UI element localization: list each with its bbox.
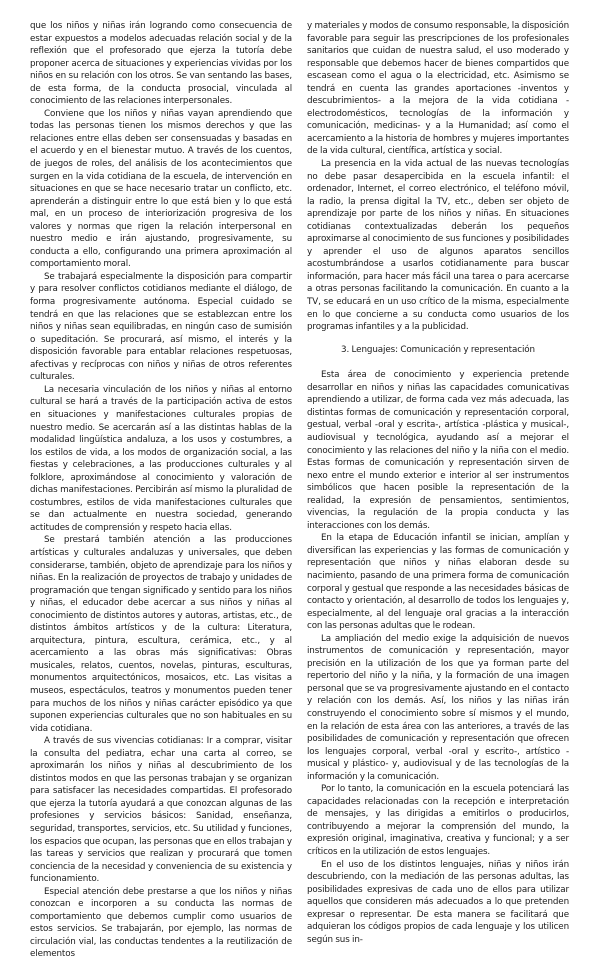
right-column	[307, 20, 569, 945]
paragraph: La ampliación del medio exige la adquisición de nuevos instrumentos de comunicación y representación, mayor precisión en la utilización de los que ya forman parte del repertorio del niño y la niña, y la formación de una imagen personal que se va progresivamente ajustando en el contacto y relación con los demás. Así, los niños y las niñas irán construyendo el conocimiento sobre sí mismos y el mundo, en la relación de esta área con las anteriores, a través de las posibilidades de comunicación y representación que ofrecen los lenguajes corporal, verbal -oral y escrito-, artístico -musical y plástico- y, audiovisual y de las tecnologías de la información y la comunicación.	[307, 633, 569, 782]
paragraph: Por lo tanto, la comunicación en la escuela potenciará las capacidades relacionadas con la recepción e interpretación de mensajes, y las dirigidas a emitirlos o producirlos, contribuyendo a mejorar la comprensión del mundo, la expresión original, imaginativa, creativa y funcional; y a ser críticos en la utilización de estos lenguajes.	[307, 784, 569, 857]
paragraph: En la etapa de Educación infantil se inician, amplían y diversifican las experiencias y las formas de comunicación y representación que niños y niñas elaboran desde su nacimiento, pasando de una primera forma de comunicación corporal y gestual que responde a las necesidades básicas de contacto y orientación, al desarrollo de todos los lenguajes y, especialmente, al del lenguaje oral gracias a la interacción con las personas adultas que le rodean.	[307, 533, 569, 632]
paragraph: Se trabajará especialmente la disposición para compartir y para resolver conflictos cotidianos mediante el diálogo, de forma progresivamente autónoma. Especial cuidado se tendrá en que las relaciones que se establezcan entre los niños y niñas sean equilibradas, en ningún caso de sumisión o supeditación. Se procurará, así mismo, el interés y la disposición favorable para entablar relaciones respetuosas, afectivas y recíprocas con niños y niñas de otros referentes culturales.	[30, 271, 292, 383]
left-column	[30, 20, 292, 960]
paragraph: Se prestará también atención a las producciones artísticas y culturales andaluzas y universales, que deben considerarse, también, objeto de aprendizaje para los niños y niñas. En la realización de proyectos de trabajo y unidades de programación que tengan significado y sentido para los niños y niñas, el educador debe acercar a sus niños y niñas al conocimiento de distintos autores y autoras, artistas, etc., de distintos ámbitos artísticos y de la cultura: Literatura, arquitectura, pintura, escultura, cerámica, etc., y al acercamiento a las obras más significativas: Obras musicales, relatos, cuentos, novelas, pinturas, esculturas, monumentos arquitectónicos, mosaicos, etc. Las visitas a museos, espectáculos, teatros y monumentos pueden tener para muchos de los niños y niñas carácter episódico ya que suponen experiencias culturales que no son habituales en su vida cotidiana.	[30, 535, 292, 734]
paragraph: En el uso de los distintos lenguajes, niñas y niños irán descubriendo, con la mediación de las personas adultas, las posibilidades expresivas de cada uno de ellos para utilizar aquellos que consideren más adecuados a lo que pretenden expresar o representar. De esta manera se facilitará que adquieran los códigos propios de cada lenguaje y los utilicen según sus in-	[307, 859, 569, 945]
paragraph: y materiales y modos de consumo responsable, la disposición favorable para seguir las prescripciones de los profesionales sanitarios que cuidan de nuestra salud, el uso moderado y responsable que debemos hacer de bienes compartidos que escasean como el agua o la electricidad, etc. Asimismo se tendrá en cuenta las grandes aportaciones -inventos y descubrimientos- a la mejora de la vida cotidiana -electrodomésticos, tecnologías de la información y comunicación, medicinas- y a la Humanidad; así como el acercamiento a la historia de hombres y mujeres importantes de la vida cultural, científica, artística y social.	[307, 21, 569, 157]
section-heading: 3. Lenguajes: Comunicación y representación	[341, 344, 535, 355]
paragraph: A través de sus vivencias cotidianas: Ir a comprar, visitar la consulta del pediatra, echar una carta al correo, se aproximarán los niños y niñas al descubrimiento de los distintos modos en que las personas trabajan y se organizan para satisfacer las necesidades compartidas. El profesorado que ejerza la tutoría ayudará a que conozcan algunas de las profesiones y servicios básicos: Sanidad, enseñanza, seguridad, transportes, servicios, etc. Su utilidad y funciones, los espacios que ocupan, las personas que en ellos trabajan y las tareas y servicios que realizan y procurará que tomen conciencia de la necesidad y conveniencia de su existencia y funcionamiento.	[30, 736, 292, 885]
paragraph: Conviene que los niños y niñas vayan aprendiendo que todas las personas tienen los mismos derechos y que las relaciones entre ellas deben ser consensuadas y basadas en el acuerdo y en el bienestar mutuo. A través de los cuentos, de juegos de roles, del análisis de los acontecimientos que surgen en la vida cotidiana de la escuela, de intervención en situaciones en que se hace necesario tratar un conflicto, etc. aprenderán a distinguir entre lo que está bien y lo que está mal, en un proceso de interiorización progresiva de los valores y normas que rigen la relación interpersonal en nuestro medio e irán ajustando, progresivamente, su conducta a ello, configurando una primera aproximación al comportamiento moral.	[30, 108, 292, 270]
paragraph: La presencia en la vida actual de las nuevas tecnologías no debe pasar desapercibida en la escuela infantil: el ordenador, Internet, el correo electrónico, el teléfono móvil, la radio, la prensa digital la TV, etc., deben ser objeto de aprendizaje por parte de los niños y niñas. En situaciones cotidianas contextualizadas deberán los pequeños aproximarse al conocimiento de sus funciones y posibilidades y aprender el uso de algunos aparatos sencillos acostumbrándose a usarlos cotidianamente para buscar información, para hacer más fácil una tarea o para acercarse a otras personas facilitando la comunicación. En cuanto a la TV, se educará en un uso crítico de la misma, especialmente en lo que concierne a su conducta como usuarios de los programas infantiles y a la publicidad.	[307, 159, 569, 333]
paragraph: Especial atención debe prestarse a que los niños y niñas conozcan e incorporen a su conducta las normas de comportamiento que debemos cumplir como usuarios de estos servicios. Se trabajarán, por ejemplo, las normas de circulación vial, las conductas tendentes a la reutilización de elementos	[30, 886, 292, 960]
paragraph: La necesaria vinculación de los niños y niñas al entorno cultural se hará a través de la participación activa de estos en situaciones y manifestaciones culturales propias de nuestro medio. Se acercarán así a las distintas hablas de la modalidad lingüística andaluza, a los usos y costumbres, a los estilos de vida, a los modos de organización social, a las fiestas y celebraciones, a las producciones culturales y al folklore, aproximándose al conocimiento y valoración de dichas manifestaciones. Percibirán así mismo la pluralidad de costumbres, estilos de vida manifestaciones culturales que se dan actualmente en nuestra sociedad, generando actitudes de comprensión y respeto hacia ellas.	[30, 384, 292, 533]
paragraph: que los niños y niñas irán logrando como consecuencia de estar expuestos a modelos adecuadas relación social y de la reflexión que el profesorado que ejerza la tutoría debe proponer acerca de situaciones y experiencias vividas por los niños en su relación con los otros. Se van sentando las bases, de esta forma, de la conducta prosocial, vinculada al conocimiento de las relaciones interpersonales.	[30, 21, 292, 107]
paragraph: Esta área de conocimiento y experiencia pretende desarrollar en niños y niñas las capacidades comunicativas aprendiendo a utilizar, de forma cada vez más adecuada, las distintas formas de comunicación y representación corporal, gestual, verbal -oral y escrita-, artística -plástica y musical-, audiovisual y tecnológica, ayudando así a mejorar el conocimiento y las relaciones del niño y la niña con el medio. Estas formas de comunicación y representación sirven de nexo entre el mundo exterior e interior al ser instrumentos simbólicos que hacen posible la representación de la realidad, la expresión de pensamientos, sentimientos, vivencias, la regulación de la propia conducta y las interacciones con los demás.	[307, 370, 569, 531]
